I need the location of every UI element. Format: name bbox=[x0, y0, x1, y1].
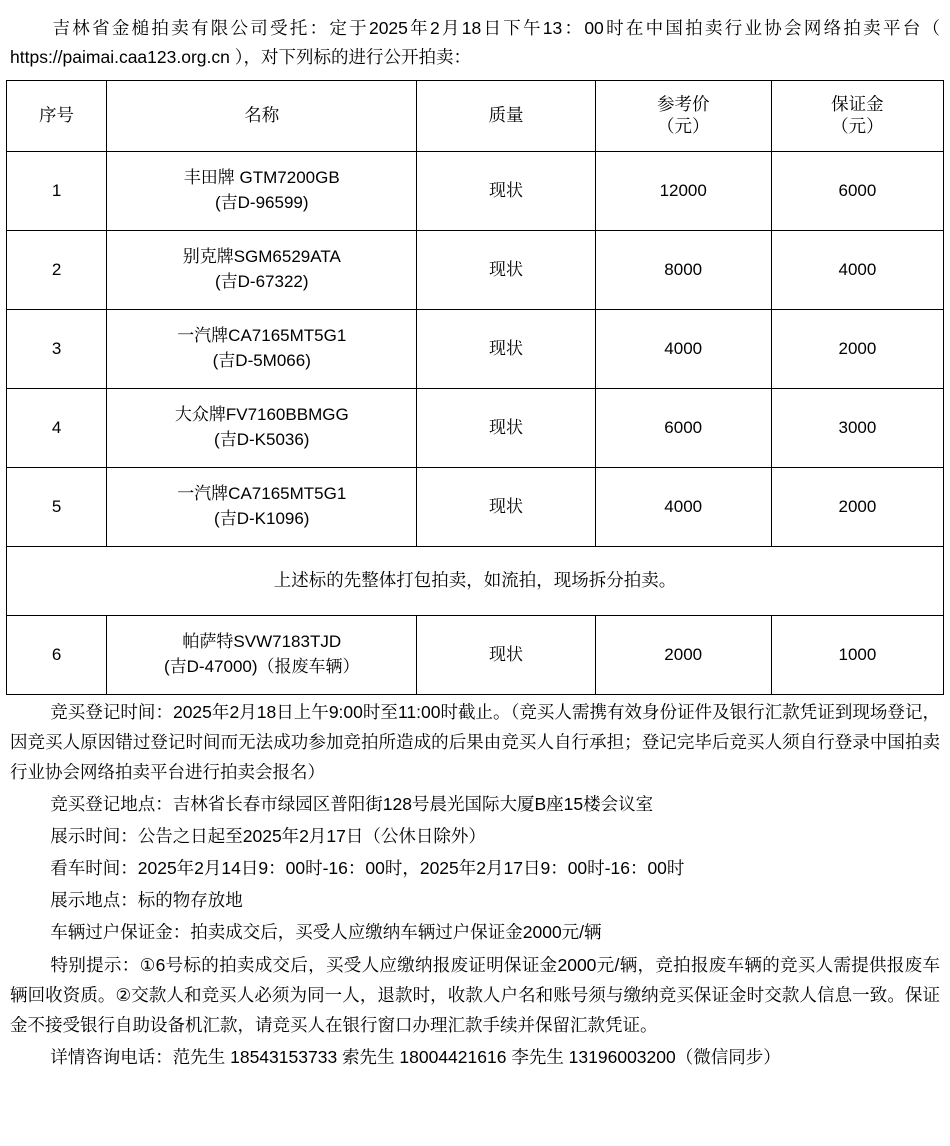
note-transfer-deposit bbox=[10, 917, 940, 947]
note-registration-place-text: 竞买登记地点：吉林省长春市绿园区普阳街128号晨光国际大厦B座15楼会议室 bbox=[50, 794, 654, 815]
row-deposit: 3000 bbox=[771, 388, 943, 467]
note-registration-time-text: 竞买登记时间：2025年2月18日上午9:00时至11:00时截止。（竞买人需携有效身份证件及银行汇款凭证到现场登记，因竞买人原因错过登记时间而无法成功参加竞拍所造成的后果由竞买人自行承担；登记完毕后竞买人须自行登录中国拍卖行业协会网络拍卖平台进行拍卖会报名） bbox=[10, 701, 940, 782]
row-name-line1: 丰田牌 GTM7200GB bbox=[183, 168, 340, 188]
table-row bbox=[7, 230, 944, 309]
row-deposit: 1000 bbox=[771, 615, 943, 694]
note-display-time bbox=[10, 821, 940, 851]
row-no: 6 bbox=[7, 615, 107, 694]
row-quality: 现状 bbox=[417, 388, 595, 467]
note-special-notice bbox=[10, 950, 940, 1040]
intro-paragraph bbox=[6, 10, 944, 80]
lots-table bbox=[6, 80, 944, 695]
note-display-place-text: 展示地点：标的物存放地 bbox=[50, 890, 243, 911]
row-name-line2: (吉D-K1096) bbox=[214, 508, 310, 528]
row-price: 8000 bbox=[595, 230, 771, 309]
row-no: 2 bbox=[7, 230, 107, 309]
row-deposit: 2000 bbox=[771, 309, 943, 388]
note-view-time bbox=[10, 853, 940, 883]
row-deposit: 6000 bbox=[771, 151, 943, 230]
row-name-line1: 一汽牌CA7165MT5G1 bbox=[177, 484, 347, 504]
intro-text: 吉林省金槌拍卖有限公司受托：定于2025年2月18日下午13：00时在中国拍卖行业协会网络拍卖平台（ https://paimai.caa123.org.cn ），对下列标的进行公开拍卖： bbox=[10, 18, 940, 67]
row-name bbox=[107, 151, 417, 230]
row-price: 4000 bbox=[595, 309, 771, 388]
table-row bbox=[7, 615, 944, 694]
row-no: 3 bbox=[7, 309, 107, 388]
row-no: 1 bbox=[7, 151, 107, 230]
row-price: 6000 bbox=[595, 388, 771, 467]
note-contact-text: 详情咨询电话：范先生 18543153733 索先生 18004421616 李先生 13196003200（微信同步） bbox=[50, 1046, 781, 1067]
row-quality: 现状 bbox=[417, 467, 595, 546]
table-header-row bbox=[7, 80, 944, 151]
header-name: 名称 bbox=[107, 80, 417, 151]
row-name-line1: 帕萨特SVW7183TJD bbox=[182, 632, 342, 652]
row-quality: 现状 bbox=[417, 615, 595, 694]
row-name-line2: (吉D-96599) bbox=[214, 192, 309, 212]
table-body bbox=[7, 151, 944, 694]
row-price: 12000 bbox=[595, 151, 771, 230]
note-display-place bbox=[10, 885, 940, 915]
row-price: 2000 bbox=[595, 615, 771, 694]
row-no: 5 bbox=[7, 467, 107, 546]
merged-note: 上述标的先整体打包拍卖，如流拍，现场拆分拍卖。 bbox=[7, 546, 944, 615]
note-display-time-text: 展示时间：公告之日起至2025年2月17日（公休日除外） bbox=[50, 826, 486, 847]
row-name-line2: (吉D-67322) bbox=[214, 271, 309, 291]
header-price-line1: 参考价 bbox=[656, 93, 710, 114]
row-name bbox=[107, 388, 417, 467]
row-name-line1: 别克牌SGM6529ATA bbox=[182, 247, 341, 267]
header-price-line2: （元） bbox=[656, 115, 710, 136]
table-header bbox=[7, 80, 944, 151]
note-registration-time bbox=[10, 697, 940, 787]
row-name-line2: (吉D-47000)（报废车辆） bbox=[163, 656, 360, 676]
row-quality: 现状 bbox=[417, 151, 595, 230]
table-row bbox=[7, 467, 944, 546]
row-name-line1: 大众牌FV7160BBMGG bbox=[174, 405, 349, 425]
header-deposit-line2: （元） bbox=[831, 115, 884, 136]
header-quality: 质量 bbox=[417, 80, 595, 151]
row-deposit: 2000 bbox=[771, 467, 943, 546]
row-quality: 现状 bbox=[417, 230, 595, 309]
row-name-line1: 一汽牌CA7165MT5G1 bbox=[177, 326, 347, 346]
header-no: 序号 bbox=[7, 80, 107, 151]
notes-section bbox=[6, 695, 944, 1072]
row-name bbox=[107, 467, 417, 546]
note-contact bbox=[10, 1042, 940, 1072]
table-row bbox=[7, 151, 944, 230]
header-deposit-line1: 保证金 bbox=[831, 93, 884, 114]
note-view-time-text: 看车时间：2025年2月14日9：00时-16：00时，2025年2月17日9：00时-16：00时 bbox=[50, 858, 685, 879]
row-name bbox=[107, 615, 417, 694]
row-no: 4 bbox=[7, 388, 107, 467]
row-name bbox=[107, 230, 417, 309]
row-deposit: 4000 bbox=[771, 230, 943, 309]
row-price: 4000 bbox=[595, 467, 771, 546]
header-deposit bbox=[771, 80, 943, 151]
row-name-line2: (吉D-K5036) bbox=[214, 429, 310, 449]
table-merged-note-row bbox=[7, 546, 944, 615]
table-row bbox=[7, 309, 944, 388]
note-registration-place bbox=[10, 789, 940, 819]
note-transfer-deposit-text: 车辆过户保证金：拍卖成交后，买受人应缴纳车辆过户保证金2000元/辆 bbox=[50, 922, 602, 943]
row-name-line2: (吉D-5M066) bbox=[212, 350, 311, 370]
row-quality: 现状 bbox=[417, 309, 595, 388]
header-price bbox=[595, 80, 771, 151]
row-name bbox=[107, 309, 417, 388]
note-special-notice-text: 特别提示：①6号标的拍卖成交后，买受人应缴纳报废证明保证金2000元/辆，竞拍报废车辆的竞买人需提供报废车辆回收资质。②交款人和竞买人必须为同一人，退款时，收款人户名和账号须与缴纳竞买保证金时交款人信息一致。保证金不接受银行自助设备机汇款，请竞买人在银行窗口办理汇款手续并保留汇款凭证。 bbox=[10, 954, 940, 1035]
table-row bbox=[7, 388, 944, 467]
